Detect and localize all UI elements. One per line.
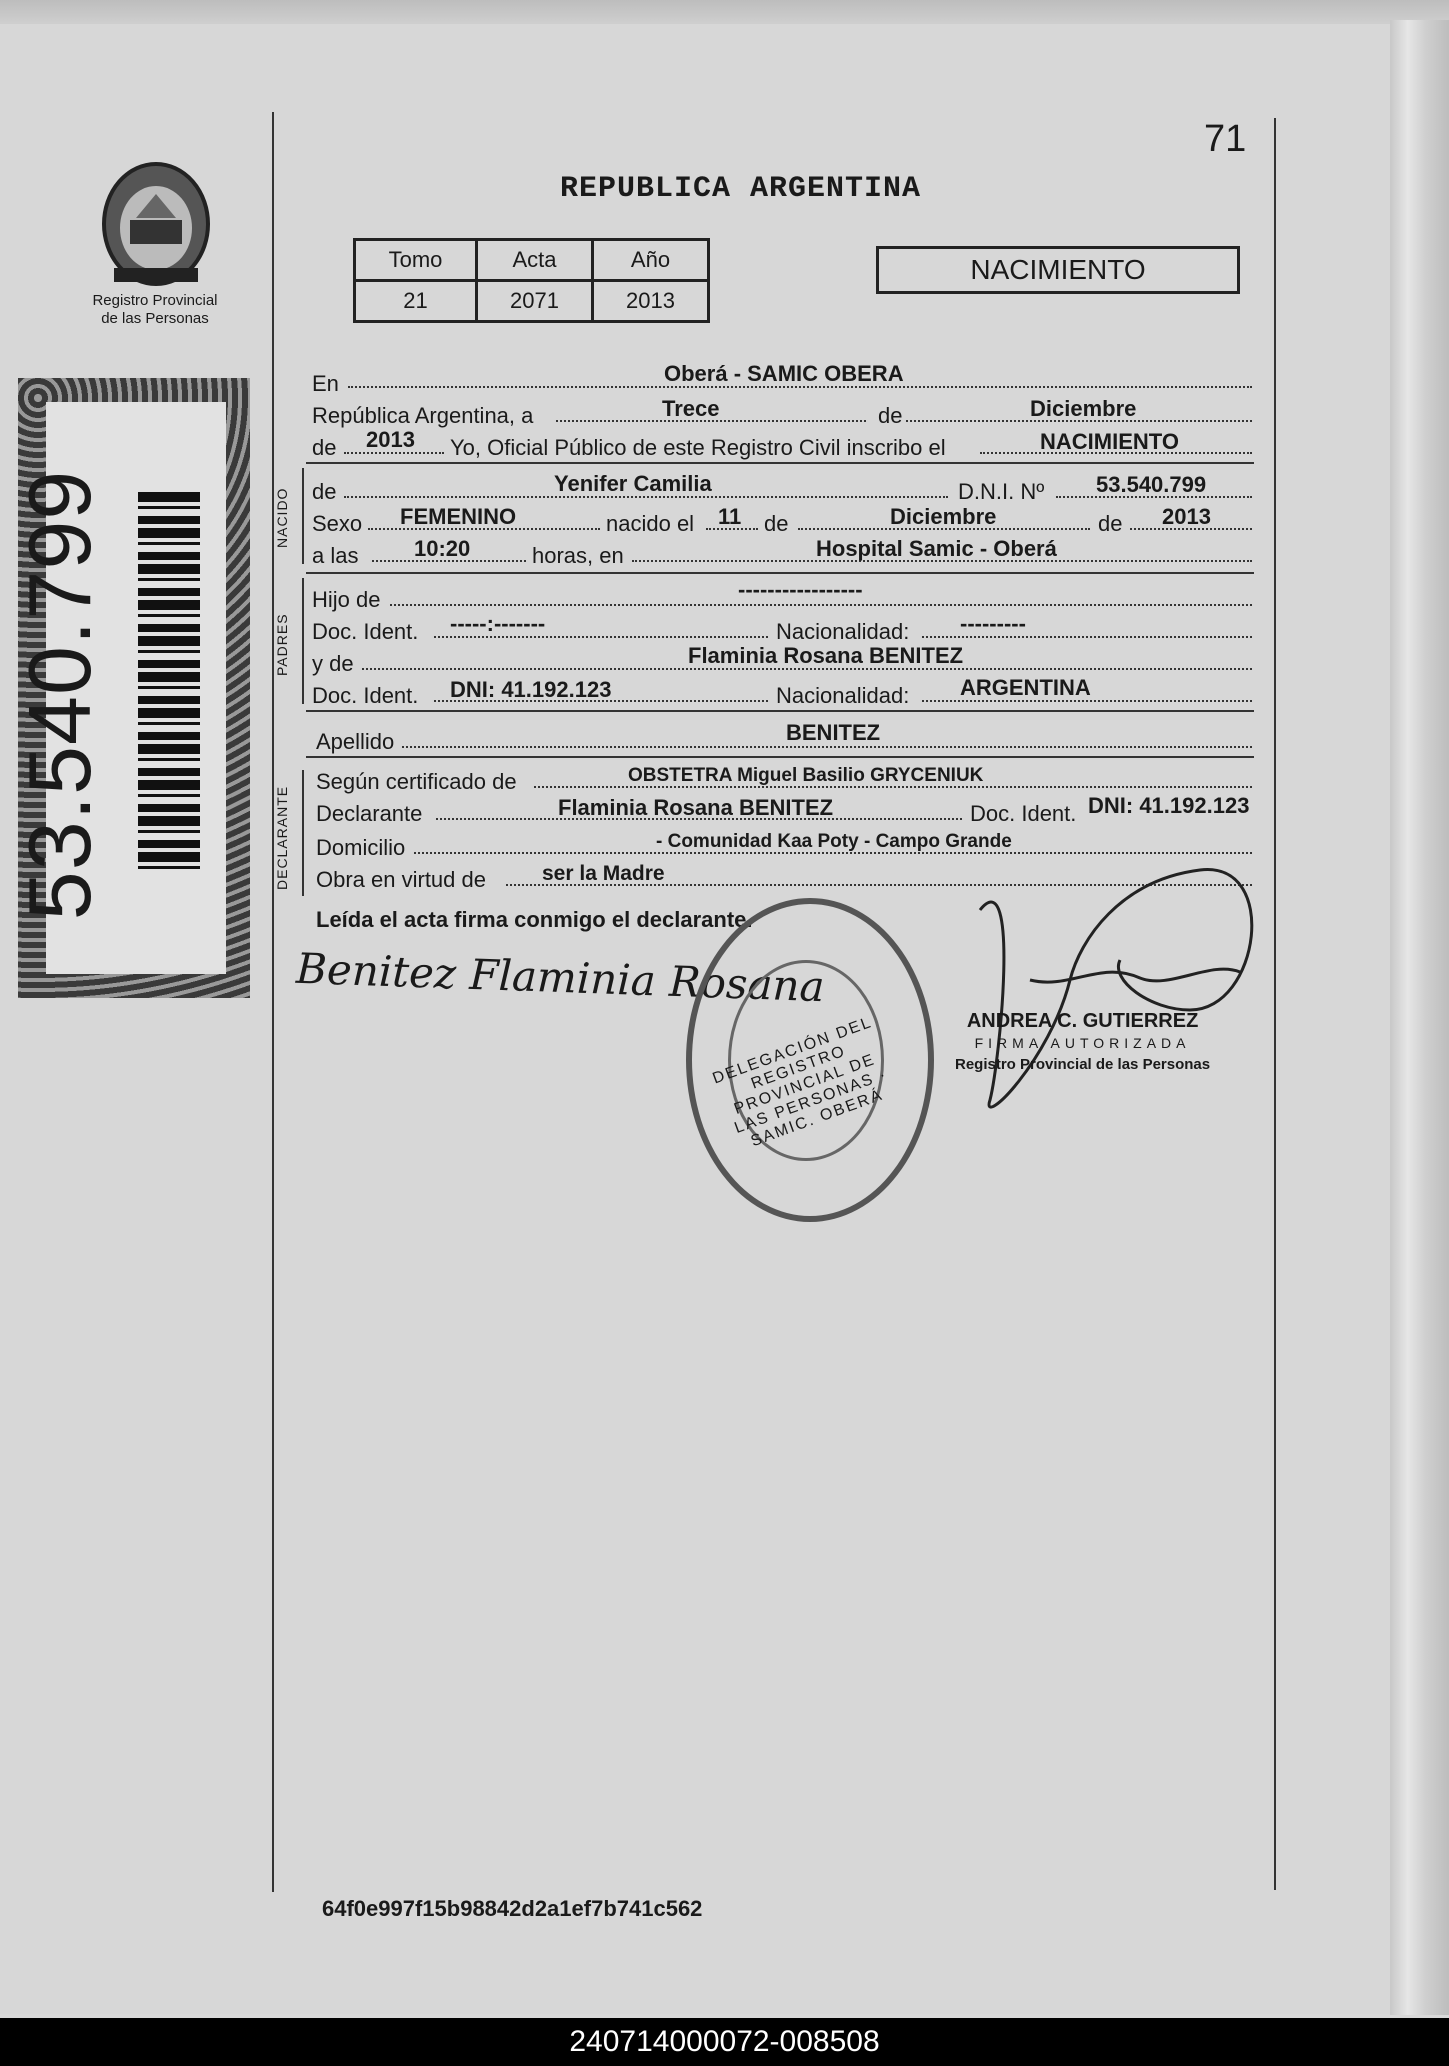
label-apellido: Apellido (316, 729, 395, 754)
section-label-declarante: DECLARANTE (274, 785, 290, 890)
value-declarante-doc: DNI: 41.192.123 (1088, 793, 1250, 818)
section-divider (306, 756, 1254, 758)
value-tipo: NACIMIENTO (1040, 429, 1179, 454)
section-bar (302, 468, 304, 564)
left-margin-line (272, 112, 274, 1892)
label-declarante: Declarante (316, 801, 423, 826)
label-de: de (312, 435, 337, 460)
value-virtud: ser la Madre (542, 862, 665, 885)
value-mes: Diciembre (1030, 396, 1137, 421)
value-lugar: Oberá - SAMIC OBERA (664, 361, 904, 386)
official-signature-scrawl (960, 860, 1260, 1130)
value-domicilio: - Comunidad Kaa Poty - Campo Grande (656, 831, 1012, 852)
label-a-las: a las (312, 543, 359, 568)
label-doc-ident: Doc. Ident. (312, 619, 419, 644)
label-de: de (878, 403, 903, 428)
record-type-box: NACIMIENTO (876, 246, 1240, 294)
seal-text: DELEGACIÓN DEL REGISTRO PROVINCIAL DE LAS PERSONAS · SAMIC. OBERÁ (710, 1013, 890, 1151)
value-dia-letras: Trece (662, 396, 720, 421)
label-nacionalidad: Nacionalidad: (776, 683, 910, 708)
section-bar (302, 578, 304, 704)
label-en: En (312, 371, 339, 396)
section-divider (306, 462, 1254, 464)
label-de: de (312, 479, 337, 504)
label-y-de: y de (312, 651, 354, 676)
page-edge (1390, 20, 1449, 2015)
document-hash: 64f0e997f15b98842d2a1ef7b741c562 (322, 1896, 703, 1921)
section-divider (306, 572, 1254, 574)
label-segun-certificado: Según certificado de (316, 769, 517, 794)
header-anio: Año (593, 240, 709, 281)
section-divider (306, 710, 1254, 712)
value-declarante: Flaminia Rosana BENITEZ (558, 795, 834, 820)
declarant-signature: Benitez Flaminia Rosana (295, 943, 826, 1012)
label-nacido-el: nacido el (606, 511, 695, 536)
value-padre-doc: -----:------- (450, 611, 546, 636)
label-nacionalidad: Nacionalidad: (776, 619, 910, 644)
value-sexo: FEMENINO (400, 504, 517, 529)
registry-caption: Registro Provincial de las Personas (92, 292, 218, 327)
book-reference-table (353, 238, 710, 323)
official-name: ANDREA C. GUTIERREZ (966, 1010, 1199, 1032)
value-padre: ----------------- (738, 577, 863, 602)
dots (390, 604, 1252, 606)
label-dni: D.N.I. Nº (958, 479, 1045, 504)
official-office: Registro Provincial de las Personas (955, 1056, 1211, 1073)
label-obra-en-virtud: Obra en virtud de (316, 867, 486, 892)
misiones-seal-logo (96, 158, 216, 290)
section-label-nacido: NACIDO (274, 487, 290, 548)
label-doc-ident: Doc. Ident. (312, 683, 419, 708)
barcode (138, 492, 200, 870)
value-madre: Flaminia Rosana BENITEZ (688, 643, 964, 668)
page-number: 71 (1204, 118, 1247, 160)
header-tomo: Tomo (355, 240, 477, 281)
value-madre-doc: DNI: 41.192.123 (450, 677, 612, 702)
scan-id-bar: 240714000072-008508 (0, 2018, 1449, 2066)
value-dia-nac: 11 (718, 504, 742, 529)
value-padre-nac: --------- (960, 611, 1026, 636)
label-yo-oficial: Yo, Oficial Público de este Registro Civil inscribo el (450, 435, 946, 460)
label-leida: Leída el acta firma conmigo el declarante. (316, 907, 753, 932)
official-role: FIRMA AUTORIZADA (974, 1035, 1191, 1051)
side-dni-number: 53.540.799 (10, 469, 109, 921)
value-dni: 53.540.799 (1096, 472, 1207, 497)
value-apellido: BENITEZ (786, 720, 881, 745)
value-madre-nac: ARGENTINA (960, 675, 1091, 700)
label-domicilio: Domicilio (316, 835, 406, 860)
value-acta: 2071 (477, 281, 593, 322)
value-certificado: OBSTETRA Miguel Basilio GRYCENIUK (628, 765, 984, 786)
label-sexo: Sexo (312, 511, 363, 536)
official-signature-block (955, 1010, 1210, 1076)
value-mes-nac: Diciembre (890, 504, 997, 529)
label-de: de (1098, 511, 1123, 536)
section-bar (302, 770, 304, 896)
label-doc-ident: Doc. Ident. (970, 801, 1077, 826)
value-lugar-nac: Hospital Samic - Oberá (816, 536, 1057, 561)
header-acta: Acta (477, 240, 593, 281)
value-hora: 10:20 (414, 536, 471, 561)
value-anio: 2013 (593, 281, 709, 322)
label-hijo-de: Hijo de (312, 587, 381, 612)
label-de: de (764, 511, 789, 536)
value-anio: 2013 (366, 427, 415, 452)
value-tomo: 21 (355, 281, 477, 322)
document-title: REPUBLICA ARGENTINA (560, 172, 922, 206)
section-label-padres: PADRES (274, 613, 290, 676)
label-republica: República Argentina, a (312, 403, 534, 428)
value-anio-nac: 2013 (1162, 504, 1211, 529)
value-nombre: Yenifer Camilia (554, 471, 712, 496)
label-horas-en: horas, en (532, 543, 624, 568)
right-margin-line (1274, 118, 1276, 1890)
